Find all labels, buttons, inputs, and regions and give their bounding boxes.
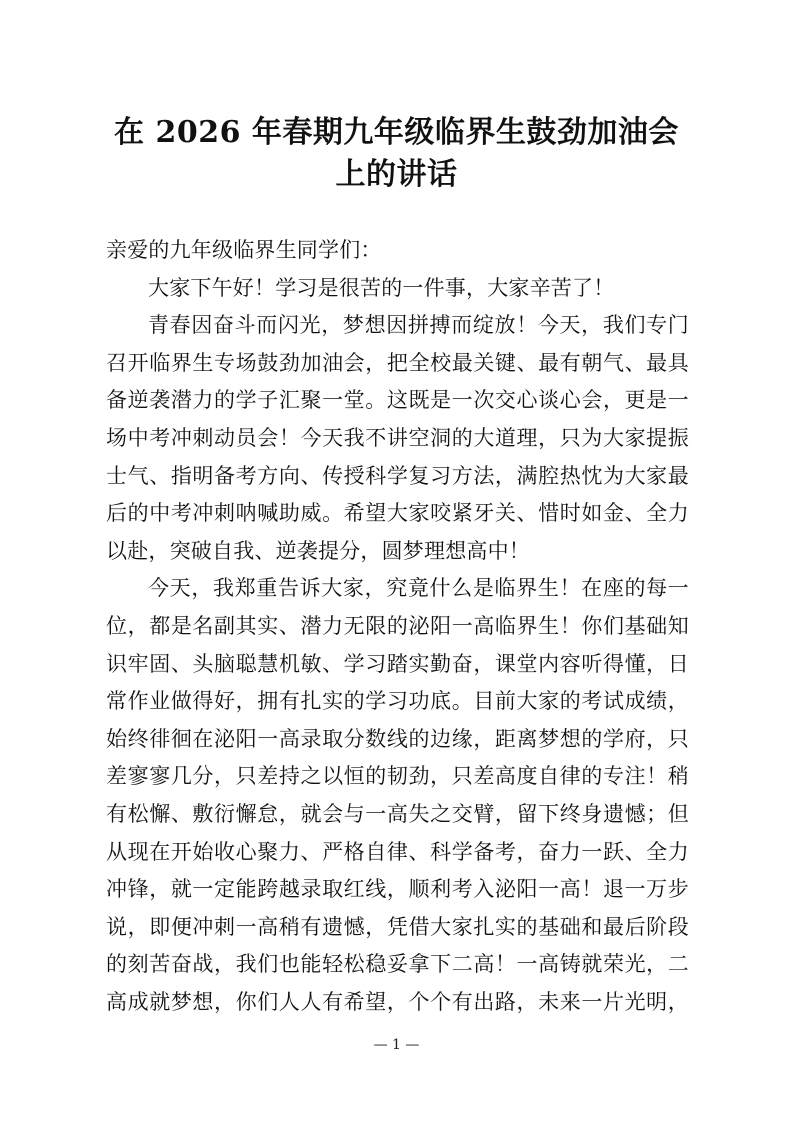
paragraph-line: 大家下午好！学习是很苦的一件事，大家辛苦了！ [148, 275, 615, 300]
paragraph-line: 有松懈、敷衍懈怠，就会与一高失之交臂，留下终身遗憾；但 [106, 801, 689, 826]
paragraph-line: 始终徘徊在泌阳一高录取分数线的边缘，距离梦想的学府，只 [106, 726, 689, 751]
paragraph-line: 备逆袭潜力的学子汇聚一堂。这既是一次交心谈心会，更是一 [106, 388, 689, 413]
document-title [100, 112, 693, 196]
paragraph-line: 青春因奋斗而闪光，梦想因拼搏而绽放！今天，我们专门 [148, 313, 689, 338]
paragraph-line: 场中考冲刺动员会！今天我不讲空洞的大道理，只为大家提振 [106, 425, 689, 450]
paragraph-line: 说，即便冲刺一高稍有遗憾，凭借大家扎实的基础和最后阶段 [106, 914, 689, 939]
paragraph-line: 召开临界生专场鼓劲加油会，把全校最关键、最有朝气、最具 [106, 350, 689, 375]
paragraph-line: 常作业做得好，拥有扎实的学习功底。目前大家的考试成绩， [106, 689, 689, 714]
paragraph-line: 后的中考冲刺呐喊助威。希望大家咬紧牙关、惜时如金、全力 [106, 501, 689, 526]
speech-body [106, 232, 689, 1021]
paragraph-line: 冲锋，就一定能跨越录取红线，顺利考入泌阳一高！退一万步 [106, 877, 689, 902]
paragraph-line: 的刻苦奋战，我们也能轻松稳妥拿下二高！一高铸就荣光，二 [106, 952, 689, 977]
paragraph-line: 位，都是名副其实、潜力无限的泌阳一高临界生！你们基础知 [106, 613, 689, 638]
paragraph-line: 识牢固、头脑聪慧机敏、学习踏实勤奋，课堂内容听得懂，日 [106, 651, 689, 676]
paragraph-line: 士气、指明备考方向、传授科学复习方法，满腔热忱为大家最 [106, 463, 689, 488]
paragraph-line: 差寥寥几分，只差持之以恒的韧劲，只差高度自律的专注！稍 [106, 764, 689, 789]
paragraph-line: 今天，我郑重告诉大家，究竟什么是临界生！在座的每一 [148, 576, 689, 601]
salutation-line: 亲爱的九年级临界生同学们： [106, 238, 382, 262]
paragraph-line: 以赴，突破自我、逆袭提分，圆梦理想高中！ [106, 538, 530, 563]
page-number: — 1 — [373, 1037, 420, 1053]
paragraph-line: 高成就梦想，你们人人有希望，个个有出路，未来一片光明， [106, 989, 689, 1014]
paragraph-line: 从现在开始收心聚力、严格自律、科学备考，奋力一跃、全力 [106, 839, 689, 864]
title-line: 在 2026 年春期九年级临界生鼓劲加油会 [114, 115, 679, 150]
title-line: 上的讲话 [335, 157, 458, 192]
